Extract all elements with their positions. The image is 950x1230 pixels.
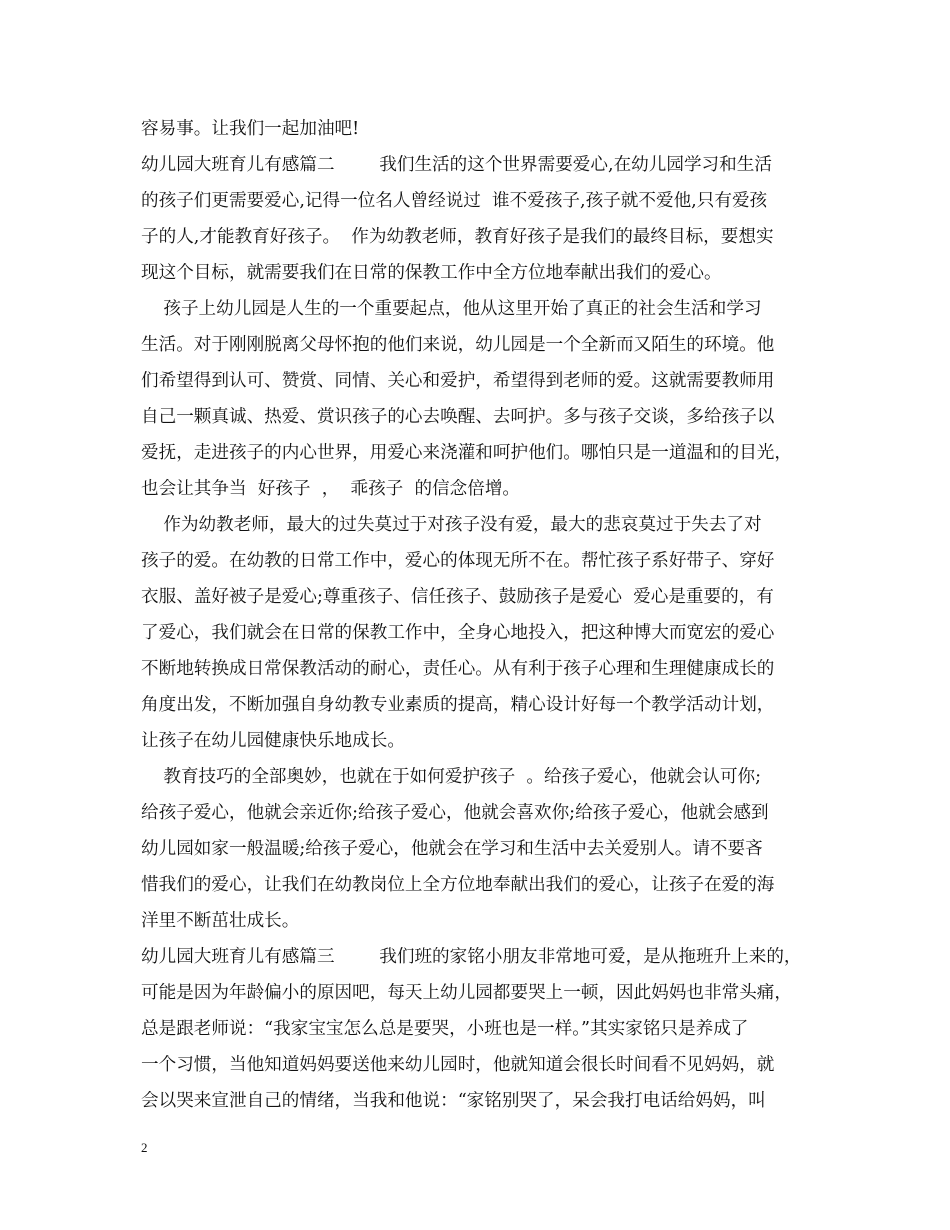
text-line: 爱抚，走进孩子的内心世界，用爱心来浇灌和呵护他们。哪怕只是一道温和的目光， <box>141 443 792 463</box>
text-line: 也会让其争当 好孩子 ， 乖孩子 的信念倍增。 <box>141 479 521 499</box>
text-line: 角度出发，不断加强自身幼教专业素质的提高，精心设计好每一个教学活动计划， <box>141 695 775 715</box>
text-line: 总是跟老师说：“我家宝宝怎么总是要哭，小班也是一样。”其实家铭只是养成了 <box>141 1019 749 1039</box>
text-line: 们希望得到认可、赞赏、同情、关心和爱护，希望得到老师的爱。这就需要教师用 <box>141 371 775 391</box>
text-line: 让孩子在幼儿园健康快乐地成长。 <box>141 731 405 751</box>
paragraph-start-line: 教育技巧的全部奥妙，也就在于如何爱护孩子 。给孩子爱心，他就会认可你; <box>141 767 762 787</box>
section-heading-line: 幼儿园大班育儿有感篇三 我们班的家铭小朋友非常地可爱，是从拖班升上来的， <box>141 947 802 967</box>
text-line: 一个习惯，当他知道妈妈要送他来幼儿园时，他就知道会很长时间看不见妈妈，就 <box>141 1055 775 1075</box>
text-line: 子的人,才能教育好孩子。 作为幼教老师，教育好孩子是我们的最终目标，要想实 <box>141 227 774 247</box>
text-line: 幼儿园如家一般温暖;给孩子爱心，他就会在学习和生活中去关爱别人。请不要吝 <box>141 839 763 859</box>
text-line: 可能是因为年龄偏小的原因吧，每天上幼儿园都要哭上一顿，因此妈妈也非常头痛， <box>141 983 792 1003</box>
text-line: 了爱心，我们就会在日常的保教工作中，全身心地投入，把这种博大而宽宏的爱心 <box>141 623 775 643</box>
paragraph-start-line: 孩子上幼儿园是人生的一个重要起点，他从这里开始了真正的社会生活和学习 <box>141 299 762 319</box>
text-line: 给孩子爱心，他就会亲近你;给孩子爱心，他就会喜欢你;给孩子爱心，他就会感到 <box>141 803 769 823</box>
text-line: 洋里不断茁壮成长。 <box>141 911 300 931</box>
text-line: 现这个目标，就需要我们在日常的保教工作中全方位地奉献出我们的爱心。 <box>141 263 722 283</box>
page-number: 2 <box>141 1140 148 1155</box>
text-line: 不断地转换成日常保教活动的耐心，责任心。从有利于孩子心理和生理健康成长的 <box>141 659 775 679</box>
text-line: 孩子的爱。在幼教的日常工作中，爱心的体现无所不在。帮忙孩子系好带子、穿好 <box>141 551 775 571</box>
paragraph-start-line: 作为幼教老师，最大的过失莫过于对孩子没有爱，最大的悲哀莫过于失去了对 <box>141 515 762 535</box>
text-line: 惜我们的爱心，让我们在幼教岗位上全方位地奉献出我们的爱心，让孩子在爱的海 <box>141 875 775 895</box>
text-line: 会以哭来宣泄自己的情绪，当我和他说：“家铭别哭了，呆会我打电话给妈妈，叫 <box>141 1091 766 1111</box>
text-line: 自己一颗真诚、热爱、赏识孩子的心去唤醒、去呵护。多与孩子交谈，多给孩子以 <box>141 407 775 427</box>
text-line: 容易事。让我们一起加油吧! <box>141 119 360 139</box>
section-heading-line: 幼儿园大班育儿有感篇二 我们生活的这个世界需要爱心,在幼儿园学习和生活 <box>141 155 772 175</box>
text-line: 的孩子们更需要爱心,记得一位名人曾经说过 谁不爱孩子,孩子就不爱他,只有爱孩 <box>141 191 768 211</box>
text-line: 生活。对于刚刚脱离父母怀抱的他们来说，幼儿园是一个全新而又陌生的环境。他 <box>141 335 775 355</box>
text-line: 衣服、盖好被子是爱心;尊重孩子、信任孩子、鼓励孩子是爱心 爱心是重要的，有 <box>141 587 774 607</box>
